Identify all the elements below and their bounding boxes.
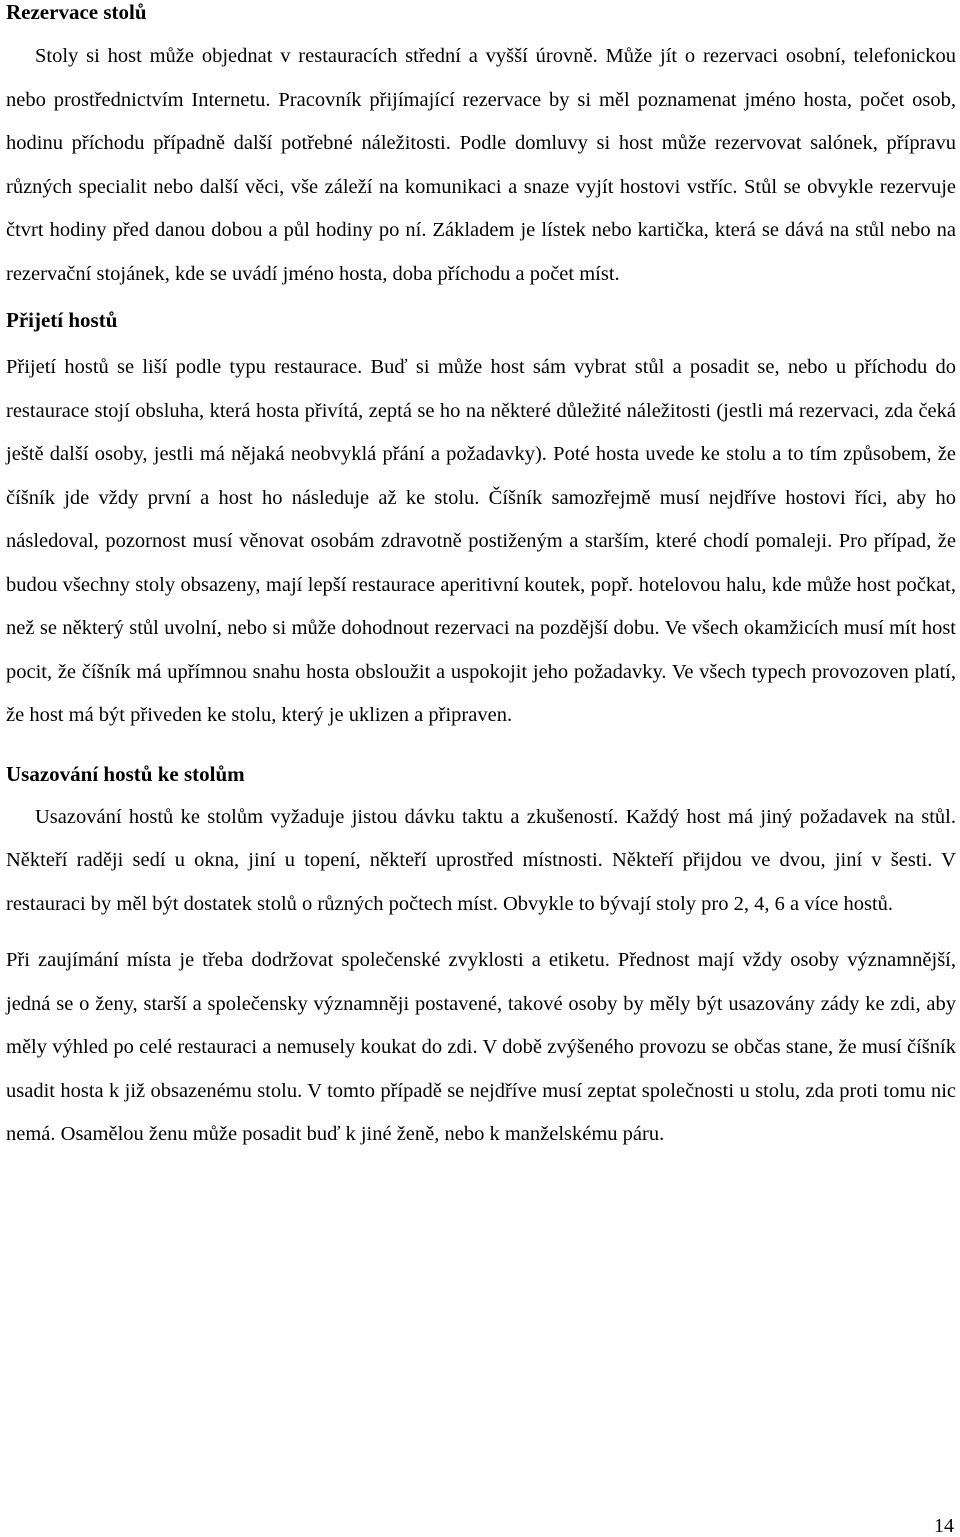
section-heading-seating-guests: Usazování hostů ke stolům (6, 761, 245, 786)
page-number: 14 (934, 1515, 954, 1537)
document-page (6, 0, 956, 1157)
paragraph-seating-guests-1: Usazování hostů ke stolům vyžaduje jistou dávku taktu a zkušeností. Každý host má jiný požadavek na stůl. Někteří raději sedí u okna, jiní u topení, někteří uprostřed místnosti. Někteří přijdou ve dvou, jiní v šesti. V restauraci by měl být dostatek stolů o různých počtech míst. Obvykle to bývají stoly pro 2, 4, 6 a více hostů. (6, 805, 956, 915)
section-heading-reservations: Rezervace stolů (6, 0, 147, 24)
paragraph-guest-reception: Přijetí hostů se liší podle typu restaurace. Buď si může host sám vybrat stůl a posadit se, nebo u příchodu do restaurace stojí obsluha, která hosta přivítá, zeptá se ho na některé důležité náležitosti (jestli má rezervaci, zda čeká ještě další osoby, jestli má nějaká neobvyklá přání a požadavky). Poté hosta uvede ke stolu a to tím způsobem, že číšník jde vždy první a host ho následuje až ke stolu. Číšník samozřejmě musí nejdříve hostovi říci, aby ho následoval, pozornost musí věnovat osobám zdravotně postiženým a starším, které chodí pomaleji. Pro případ, že budou všechny stoly obsazeny, mají lepší restaurace aperitivní koutek, popř. hotelovou halu, kde může host počkat, než se některý stůl uvolní, nebo si může dohodnout rezervaci na pozdější dobu. Ve všech okamžicích musí mít host pocit, že číšník má upřímnou snahu hosta obsloužit a uspokojit jeho požadavky. Ve všech typech provozoven platí, že host má být přiveden ke stolu, který je uklizen a připraven. (6, 356, 956, 726)
paragraph-seating-guests-2: Při zaujímání místa je třeba dodržovat společenské zvyklosti a etiketu. Přednost mají vždy osoby významnější, jedná se o ženy, starší a společensky významněji postavené, takové osoby by měly být usazovány zády ke zdi, aby měly výhled po celé restauraci a nemusely koukat do zdi. V době zvýšeného provozu se občas stane, že musí číšník usadit hosta k již obsazenému stolu. V tomto případě se nejdříve musí zeptat společnosti u stolu, zda proti tomu nic nemá. Osamělou ženu může posadit buď k jiné ženě, nebo k manželskému páru. (6, 949, 956, 1145)
section-heading-guest-reception: Přijetí hostů (6, 308, 118, 332)
paragraph-reservations: Stoly si host může objednat v restauracích střední a vyšší úrovně. Může jít o rezervaci osobní, telefonickou nebo prostřednictvím Internetu. Pracovník přijímající rezervace by si měl poznamenat jméno hosta, počet osob, hodinu příchodu případně další potřebné náležitosti. Podle domluvy si host může rezervovat salónek, přípravu různých specialit nebo další věci, vše záleží na komunikaci a snaze vyjít hostovi vstříc. Stůl se obvykle rezervuje čtvrt hodiny před danou dobou a půl hodiny po ní. Základem je lístek nebo kartička, která se dává na stůl nebo na rezervační stojánek, kde se uvádí jméno hosta, doba příchodu a počet míst. (6, 45, 956, 285)
